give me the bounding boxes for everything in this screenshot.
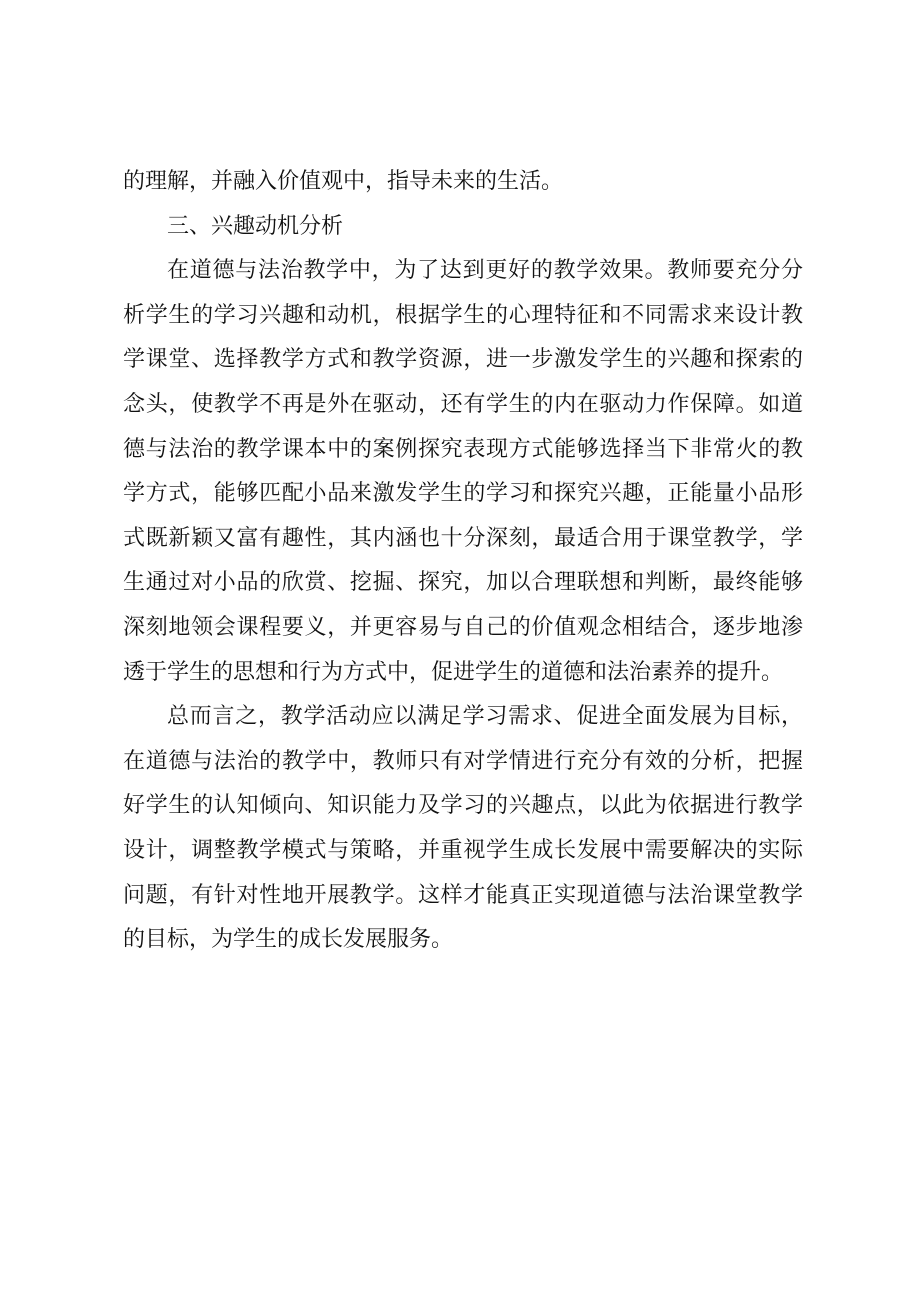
body-paragraph-interest-analysis: 在道德与法治教学中，为了达到更好的教学效果。教师要充分分析学生的学习兴趣和动机，根据学生的心理特征和不同需求来设计教学课堂、选择教学方式和教学资源，进一步激发学生的兴趣和探索的念头，使教学不再是外在驱动，还有学生的内在驱动力作保障。如道德与法治的教学课本中的案例探究表现方式能够选择当下非常火的教学方式，能够匹配小品来激发学生的学习和探究兴趣，正能量小品形式既新颖又富有趣性，其内涵也十分深刻，最适合用于课堂教学，学生通过对小品的欣赏、挖掘、探究，加以合理联想和判断，最终能够深刻地领会课程要义，并更容易与自己的价值观念相结合，逐步地渗透于学生的思想和行为方式中，促进学生的道德和法治素养的提升。 (123, 258, 803, 685)
continuation-paragraph: 的理解，并融入价值观中，指导未来的生活。 (123, 169, 564, 194)
section-heading: 三、兴趣动机分析 (167, 213, 344, 239)
document-body (123, 160, 803, 963)
body-paragraph-conclusion: 总而言之，教学活动应以满足学习需求、促进全面发展为目标，在道德与法治的教学中，教师只有对学情进行充分有效的分析，把握好学生的认知倾向、知识能力及学习的兴趣点，以此为依据进行教学设计，调整教学模式与策略，并重视学生成长发展中需要解决的实际问题，有针对性地开展教学。这样才能真正实现道德与法治课堂教学的目标，为学生的成长发展服务。 (123, 704, 803, 953)
